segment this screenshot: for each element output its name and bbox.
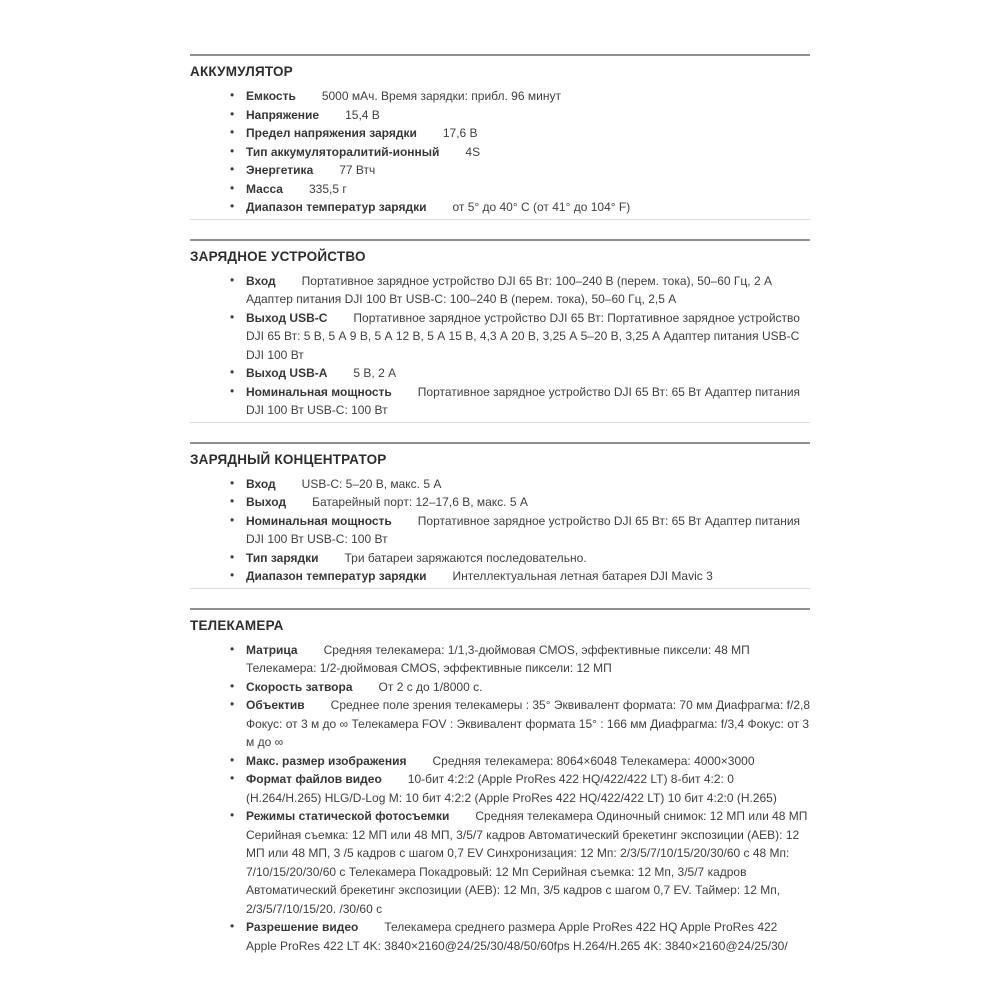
label-value-gap [392, 524, 418, 525]
spec-value: Средняя телекамера: 1/1,3-дюймовая CMOS, эффективные пиксели: 48 МП Телекамера: 1/2-дюймовая CMOS, эффективные пиксели: 12 МП [246, 642, 750, 675]
section-title: ЗАРЯДНЫЙ КОНЦЕНТРАТОР [190, 451, 387, 467]
label-value-gap [298, 653, 324, 654]
bullet-icon: • [230, 752, 235, 767]
label-value-gap [296, 99, 322, 100]
spec-label: Вход [246, 273, 276, 288]
spec-row [190, 364, 810, 383]
bullet-icon: • [230, 199, 235, 213]
label-value-gap [327, 376, 353, 377]
spec-row [190, 143, 810, 162]
spec-value: 5000 мАч. Время зарядки: прибл. 96 минут [321, 89, 561, 103]
spec-label: Выход USB-A [246, 366, 328, 380]
label-value-gap [449, 819, 475, 820]
spec-value: От 2 с до 1/8000 с. [378, 679, 483, 694]
label-value-gap [426, 210, 452, 211]
bullet-icon: • [230, 697, 235, 711]
bullet-icon: • [230, 143, 235, 158]
label-value-gap [382, 782, 408, 783]
spec-row [190, 87, 810, 106]
spec-row [190, 198, 810, 220]
label-value-gap [406, 764, 432, 765]
bullet-icon: • [230, 125, 235, 139]
spec-section [190, 54, 810, 220]
bullet-icon: • [230, 641, 235, 656]
spec-value: Среднее поле зрения телекамеры : 35° Эквивалент формата: 70 мм Диафрагма: f/2,8 Фокус: от 3 м до ∞ Телекамера FOV : Эквивалент формата 15° : 166 мм Диафрагма: f/3,4 Фокус: от 3 м до ∞ [246, 698, 810, 749]
bullet-icon: • [230, 678, 235, 693]
spec-label: Напряжение [246, 107, 320, 122]
spec-row [190, 512, 810, 549]
bullet-icon: • [230, 383, 235, 398]
section-divider [190, 54, 810, 56]
spec-label: Разрешение видео [246, 920, 359, 934]
label-value-gap [417, 136, 443, 137]
spec-row [190, 161, 810, 180]
bullet-icon: • [230, 568, 235, 582]
spec-value: Три батареи заряжаются последовательно. [344, 550, 587, 565]
spec-label: Выход USB-C [246, 310, 328, 325]
spec-value: 5 В, 2 А [353, 366, 397, 380]
spec-row [190, 180, 810, 199]
bullet-icon: • [230, 162, 235, 176]
spec-label: Диапазон температур зарядки [246, 200, 427, 214]
spec-value: 17,6 В [442, 126, 478, 140]
spec-row [190, 549, 810, 568]
label-value-gap [327, 321, 353, 322]
spec-value: Батарейный порт: 12–17,6 В, макс. 5 А [312, 495, 528, 509]
spec-row [190, 752, 810, 771]
spec-row [190, 493, 810, 512]
spec-row [190, 383, 810, 423]
label-value-gap [439, 155, 465, 156]
spec-list [190, 475, 810, 589]
spec-label: Масса [246, 181, 283, 196]
label-value-gap [392, 395, 418, 396]
spec-label: Макс. размер изображения [246, 753, 407, 768]
section-divider [190, 442, 810, 444]
spec-row [190, 807, 810, 918]
spec-value: Портативное зарядное устройство DJI 65 Вт: Портативное зарядное устройство DJI 65 Вт: 5 В, 5 А 9 В, 5 А 12 В, 5 А 15 В, 4,3 А 20 В, 3,25 А 5–20 В, 3,25 А Адаптер питания USB-C DJI 100 Вт [246, 310, 800, 362]
spec-label: Номинальная мощность [246, 384, 392, 399]
spec-value: Средняя телекамера: 8064×6048 Телекамера: 4000×3000 [432, 753, 755, 768]
section-title: ЗАРЯДНОЕ УСТРОЙСТВО [190, 248, 366, 264]
spec-label: Объектив [246, 698, 305, 712]
spec-row [190, 918, 810, 955]
bullet-icon: • [230, 919, 235, 933]
bullet-icon: • [230, 365, 235, 379]
label-value-gap [426, 579, 452, 580]
spec-value: 335,5 г [308, 181, 347, 196]
spec-label: Выход [246, 495, 287, 509]
bullet-icon: • [230, 475, 235, 490]
spec-row [190, 696, 810, 752]
bullet-icon: • [230, 549, 235, 564]
spec-label: Тип зарядки [246, 550, 319, 565]
spec-label: Формат файлов видео [246, 772, 382, 786]
label-value-gap [283, 192, 309, 193]
spec-value: 15,4 В [345, 107, 380, 122]
spec-section [190, 239, 810, 423]
spec-label: Скорость затвора [246, 679, 353, 694]
spec-value: Средняя телекамера Одиночный снимок: 12 МП или 48 МП Серийная съемка: 12 МП или 48 МП, 3/5/7 кадров Автоматический брекетинг экспозиции (AEB): 12 МП или 48 МП, 3 /5 кадров с шагом 0,7 EV Синхронизация: 12 Мп: 2/3/5/7/10/15/20/30/60 с 48 Мп: 7/10/15/20/30/60 с Телекамера Покадровый: 12 Мп Серийная съемка: 12 Мп, 3/5/7 кадров Автоматический брекетинг экспозиции (AEB): 12 Мп, 3/5 кадров с шагом 0,7 EV. Таймер: 12 Мп, 2/3/5/7/10/15/20. /30/60 с [246, 809, 808, 916]
spec-label: Энергетика [246, 163, 314, 177]
label-value-gap [276, 284, 302, 285]
bullet-icon: • [230, 494, 235, 508]
spec-row [190, 641, 810, 678]
spec-value: USB-C: 5–20 В, макс. 5 А [301, 476, 442, 491]
spec-label: Режимы статической фотосъемки [246, 809, 450, 823]
spec-list [190, 272, 810, 423]
spec-row [190, 309, 810, 365]
spec-label: Емкость [246, 89, 296, 103]
spec-value: Интеллектуальная летная батарея DJI Mavic 3 [452, 569, 713, 583]
spec-value: от 5° до 40° C (от 41° до 104° F) [452, 200, 631, 214]
spec-label: Диапазон температур зарядки [246, 569, 427, 583]
section-divider [190, 608, 810, 610]
label-value-gap [319, 561, 345, 562]
spec-row [190, 678, 810, 697]
section-title: ТЕЛЕКАМЕРА [190, 617, 284, 633]
spec-label: Вход [246, 476, 276, 491]
spec-row [190, 124, 810, 143]
label-value-gap [276, 487, 302, 488]
spec-value: Портативное зарядное устройство DJI 65 Вт: 100–240 В (перем. тока), 50–60 Гц, 2 А Адаптер питания DJI 100 Вт USB-C: 100–240 В (перем. тока), 50–60 Гц, 2,5 А [246, 273, 772, 306]
label-value-gap [353, 690, 379, 691]
spec-list [190, 641, 810, 956]
spec-row [190, 106, 810, 125]
spec-value: 4S [465, 144, 481, 159]
bullet-icon: • [230, 771, 235, 785]
spec-row [190, 567, 810, 589]
spec-section [190, 442, 810, 589]
spec-row [190, 770, 810, 807]
bullet-icon: • [230, 808, 235, 822]
spec-label: Тип аккумуляторалитий-ионный [246, 144, 440, 159]
bullet-icon: • [230, 512, 235, 527]
section-title: АККУМУЛЯТОР [190, 64, 293, 79]
spec-label: Предел напряжения зарядки [246, 126, 417, 140]
spec-row [190, 272, 810, 309]
spec-value: Телекамера среднего размера Apple ProRes 422 HQ Apple ProRes 422 Apple ProRes 422 LT 4K: 3840×2160@24/25/30/48/50/60fps H.264/H.265 4K: 3840×2160@24/25/30/ [246, 920, 788, 953]
label-value-gap [319, 118, 345, 119]
spec-value: Портативное зарядное устройство DJI 65 Вт: 65 Вт Адаптер питания DJI 100 Вт USB-C: 100 Вт [246, 384, 801, 417]
bullet-icon: • [230, 309, 235, 324]
spec-sections [190, 54, 810, 955]
spec-list [190, 87, 810, 220]
spec-label: Матрица [246, 642, 298, 657]
bullet-icon: • [230, 88, 235, 102]
section-divider [190, 239, 810, 241]
spec-row [190, 475, 810, 494]
spec-section [190, 608, 810, 956]
label-value-gap [286, 505, 312, 506]
spec-value: 10-бит 4:2:2 (Apple ProRes 422 HQ/422/422 LT) 8-бит 4:2: 0 (H.264/H.265) HLG/D-Log M: 10 бит 4:2:2 (Apple ProRes 422 HQ/422/422 LT) 10 бит 4:2:0 (H.265) [246, 772, 777, 805]
spec-value: 77 Втч [339, 163, 376, 177]
spec-label: Номинальная мощность [246, 513, 392, 528]
label-value-gap [358, 930, 384, 931]
bullet-icon: • [230, 272, 235, 287]
label-value-gap [313, 173, 339, 174]
bullet-icon: • [230, 180, 235, 195]
bullet-icon: • [230, 106, 235, 121]
label-value-gap [305, 708, 331, 709]
spec-value: Портативное зарядное устройство DJI 65 Вт: 65 Вт Адаптер питания DJI 100 Вт USB-C: 100 Вт [246, 513, 801, 546]
